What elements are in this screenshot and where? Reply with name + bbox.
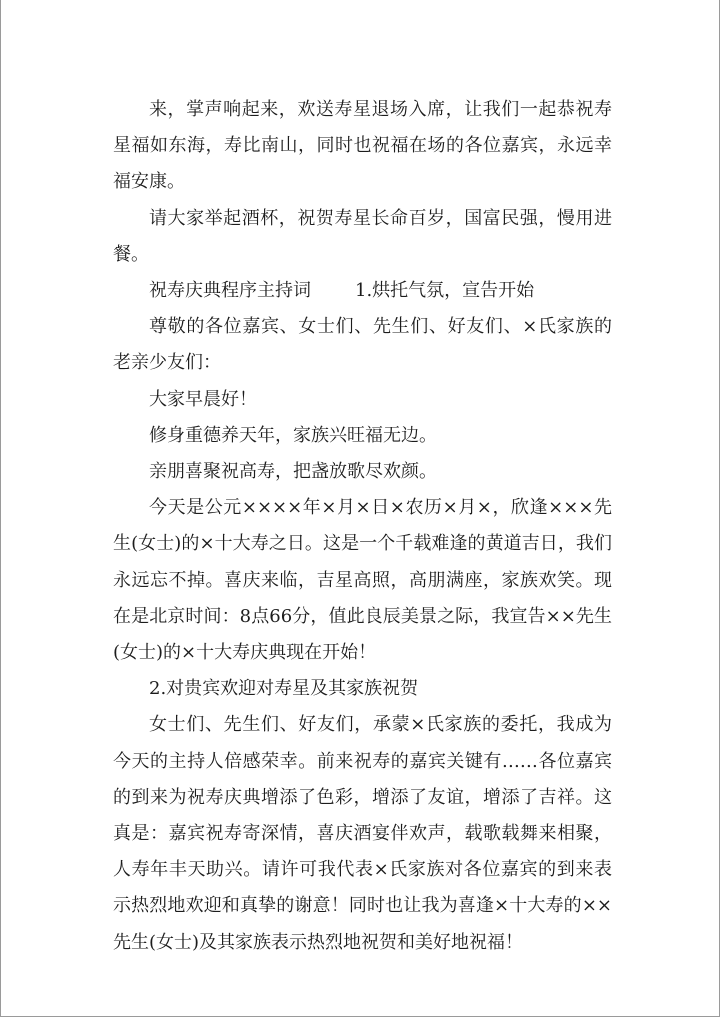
paragraph: 来，掌声响起来，欢送寿星退场入席，让我们一起恭祝寿星福如东海，寿比南山，同时也祝福在场的各位嘉宾，永远幸福安康。	[113, 99, 612, 193]
document-body	[113, 92, 612, 961]
paragraph: 大家早晨好！	[149, 388, 257, 410]
section-heading: 1.烘托气氛，宣告开始	[355, 280, 535, 302]
paragraph: 今天是公元××××年×月×日×农历×月×，欣逢×××先生(女士)的×十大寿之日。这是一个千载难逢的黄道吉日，我们永远忘不掉。喜庆来临，吉星高照，高朋满座，家族欢笑。现在是北京时间：8点66分，值此良辰美景之际，我宣告××先生(女士)的×十大寿庆典现在开始！	[113, 497, 612, 664]
paragraph: 女士们、先生们、好友们，承蒙×氏家族的委托，我成为今天的主持人倍感荣幸。前来祝寿的嘉宾关键有……各位嘉宾的到来为祝寿庆典增添了色彩，增添了友谊，增添了吉祥。这真是：嘉宾祝寿寄深情，喜庆酒宴伴欢声，载歌载舞来相聚，人寿年丰天助兴。请许可我代表×氏家族对各位嘉宾的到来表示热烈地欢迎和真挚的谢意！同时也让我为喜逢×十大寿的××先生(女士)及其家族表示热烈地祝贺和美好地祝福！	[113, 714, 612, 953]
paragraph: 修身重德养天年，家族兴旺福无边。	[149, 424, 437, 446]
paragraph: 亲朋喜聚祝高寿，把盏放歌尽欢颜。	[149, 461, 437, 483]
paragraph-title-line	[113, 273, 612, 309]
document-title: 祝寿庆典程序主持词	[149, 280, 311, 302]
section-heading: 2.对贵宾欢迎对寿星及其家族祝贺	[149, 678, 419, 700]
paragraph: 请大家举起酒杯，祝贺寿星长命百岁，国富民强，慢用进餐。	[113, 207, 612, 265]
paragraph: 尊敬的各位嘉宾、女士们、先生们、好友们、×氏家族的老亲少友们：	[113, 316, 612, 374]
